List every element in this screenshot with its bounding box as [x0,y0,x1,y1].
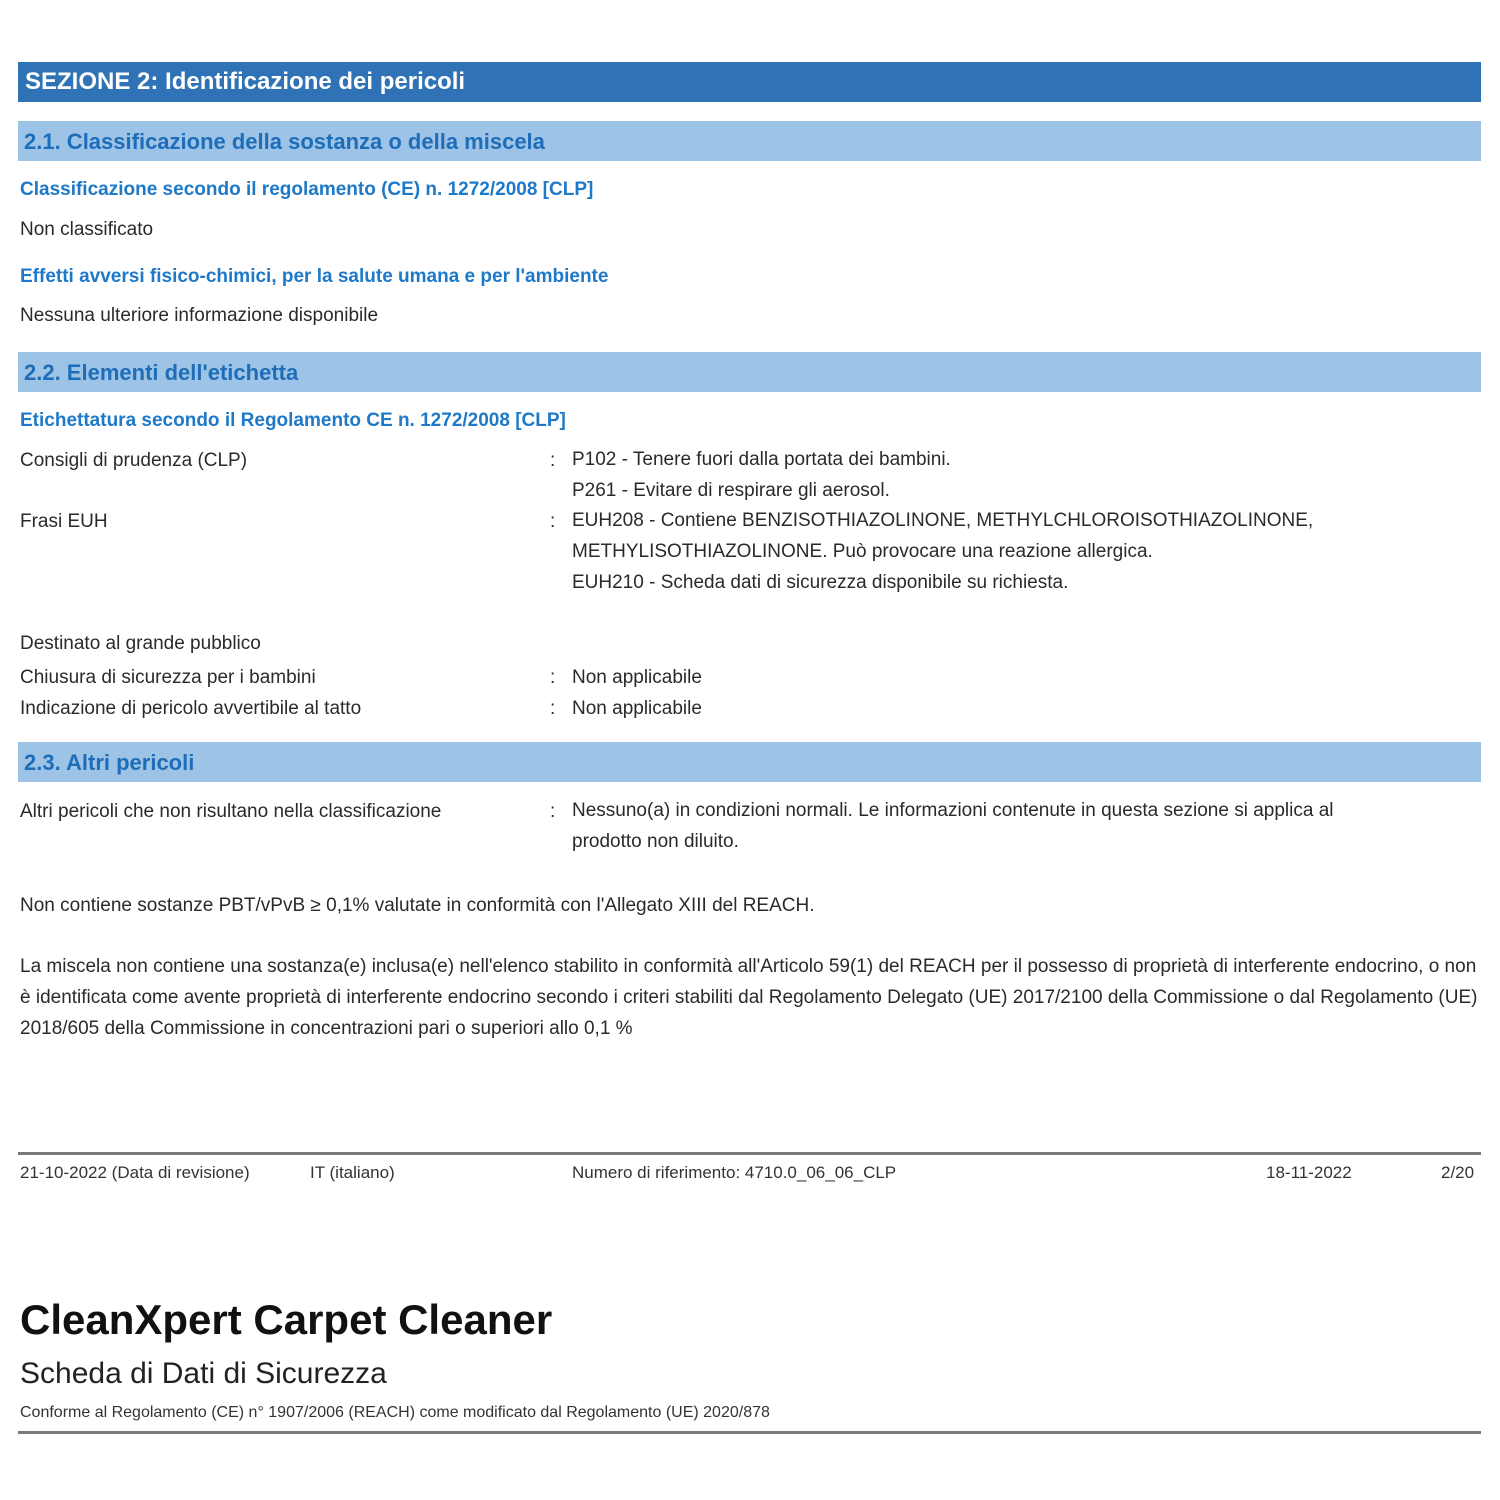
subsection-2-2-header: 2.2. Elementi dell'etichetta [18,352,1481,392]
row-colon: : [550,667,556,688]
statement-p102: P102 - Tenere fuori dalla portata dei bambini. [572,449,951,470]
row-label: Frasi EUH [20,511,108,532]
labelling-heading: Etichettatura secondo il Regolamento CE n. 1272/2008 [CLP] [20,410,566,431]
row-colon: : [550,511,556,532]
product-title: CleanXpert Carpet Cleaner [20,1296,553,1343]
adverse-effects-heading: Effetti avversi fisico-chimici, per la salute umana e per l'ambiente [20,266,609,287]
row-label: Consigli di prudenza (CLP) [20,450,248,471]
other-hazards-line1: Nessuno(a) in condizioni normali. Le informazioni contenute in questa sezione si applica al [572,800,1334,821]
adverse-effects-value: Nessuna ulteriore informazione disponibile [20,305,379,326]
statement-euh208-line1: EUH208 - Contiene BENZISOTHIAZOLINONE, METHYLCHLOROISOTHIAZOLINONE, [572,510,1314,531]
row-colon: : [550,450,556,471]
footer-issue-date: 18-11-2022 [1266,1163,1352,1182]
clp-classification-heading: Classificazione secondo il regolamento (CE) n. 1272/2008 [CLP] [20,179,594,200]
statement-euh210: EUH210 - Scheda dati di sicurezza disponibile su richiesta. [572,572,1069,593]
pbt-statement: Non contiene sostanze PBT/vPvB ≥ 0,1% valutate in conformità con l'Allegato XIII del REACH. [20,895,815,916]
row-value: Non applicabile [572,667,702,688]
header-divider [18,1431,1481,1434]
row-value [572,795,1477,857]
footer-divider [18,1152,1481,1155]
subsection-2-1-header: 2.1. Classificazione della sostanza o della miscela [18,121,1481,161]
row-value [572,505,1477,598]
row-value: Non applicabile [572,698,702,719]
row-colon: : [550,801,556,822]
row-colon: : [550,698,556,719]
row-value [572,444,1477,506]
other-hazards-line2: prodotto non diluito. [572,831,739,852]
row-label: Chiusura di sicurezza per i bambini [20,667,316,688]
statement-euh208-line2: METHYLISOTHIAZOLINONE. Può provocare una reazione allergica. [572,541,1153,562]
footer-reference-number: Numero di riferimento: 4710.0_06_06_CLP [572,1163,897,1182]
document-type: Scheda di Dati di Sicurezza [20,1357,387,1390]
endocrine-statement: La miscela non contiene una sostanza(e) inclusa(e) nell'elenco stabilito in conformità all'Articolo 59(1) del REACH per il possesso di proprietà di interferente endocrino, o non è identificata come avente proprietà di interferente endocrino secondo i criteri stabiliti dal Regolamento Delegato (UE) 2017/2100 della Commissione o dal Regolamento (UE) 2018/605 della Commissione in concentrazioni pari o superiori allo 0,1 % [20,956,1478,1039]
row-label: Altri pericoli che non risultano nella classificazione [20,801,442,822]
footer-language: IT (italiano) [310,1163,395,1182]
subsection-2-3-header: 2.3. Altri pericoli [18,742,1481,782]
footer-page-number: 2/20 [1441,1163,1475,1182]
section-2-header: SEZIONE 2: Identificazione dei pericoli [18,62,1481,102]
footer-revision-date: 21-10-2022 (Data di revisione) [20,1163,250,1182]
row-label: Indicazione di pericolo avvertibile al tatto [20,698,362,719]
clp-classification-value: Non classificato [20,219,154,240]
statement-p261: P261 - Evitare di respirare gli aerosol. [572,480,890,501]
general-public-label: Destinato al grande pubblico [20,633,261,654]
regulation-conformity: Conforme al Regolamento (CE) n° 1907/2006 (REACH) come modificato dal Regolamento (UE) 2020/878 [20,1404,770,1421]
